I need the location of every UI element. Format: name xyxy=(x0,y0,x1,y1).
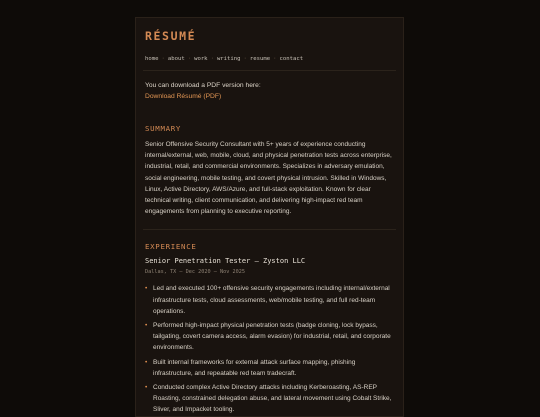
nav-separator: · xyxy=(187,56,192,62)
bullet-text: Built internal frameworks for external attack surface mapping, phishing infrastructure, and repeatable red team tradecraft. xyxy=(153,358,356,377)
experience-heading: EXPERIENCE xyxy=(145,242,197,252)
resume-card xyxy=(135,17,404,417)
job-meta: Dallas, TX — Dec 2020 – Nov 2025 xyxy=(145,269,245,276)
divider xyxy=(143,229,396,230)
divider xyxy=(143,70,396,71)
download-text: You can download a PDF version here: xyxy=(145,82,261,89)
nav-link-home[interactable]: home xyxy=(145,56,159,62)
bullet-text: Performed high-impact physical penetration tests (badge cloning, lock bypass, tailgating, covert camera access, alarm evasion) for industrial, retail, and corporate environments. xyxy=(153,322,391,352)
nav-link-contact[interactable]: contact xyxy=(279,56,304,62)
job-bullets xyxy=(145,283,394,415)
experience-section xyxy=(145,241,394,415)
bullet-icon: • xyxy=(145,384,148,392)
nav-separator: · xyxy=(161,56,165,62)
list-item xyxy=(145,382,394,416)
download-pdf-link[interactable]: Download Résumé (PDF) xyxy=(145,93,222,100)
summary-text: Senior Offensive Security Consultant with 5+ years of experience conducting internal/external, web, mobile, cloud, and physical penetration tests across enterprise, industrial, retail, and commercial environments. Specializes in adversary emulation, social engineering, mobile testing, and covert physical intrusion. Skilled in Windows, Linux, Active Directory, AWS/Azure, and full-stack exploitation. Known for clear technical writing, client communication, and delivering high-impact red team engagements from planning to executive reporting. xyxy=(145,141,392,216)
nav-link-about[interactable]: about xyxy=(167,56,185,62)
nav-separator: · xyxy=(273,56,277,62)
list-item xyxy=(145,357,394,379)
bullet-icon: • xyxy=(145,358,148,366)
bullet-text: Led and executed 100+ offensive security engagements including internal/external infrastructure tests, cloud assessments, web/mobile testing, and full red-team operations. xyxy=(153,285,390,315)
top-nav xyxy=(145,54,394,64)
summary-section xyxy=(145,123,394,217)
bullet-icon: • xyxy=(145,322,148,330)
nav-separator: · xyxy=(243,56,247,62)
nav-separator: · xyxy=(210,56,214,62)
list-item xyxy=(145,283,394,317)
download-block xyxy=(145,80,394,102)
page-title: RÉSUMÉ xyxy=(145,29,197,43)
bullet-text: Conducted complex Active Directory attacks including Kerberoasting, AS-REP Roasting, constrained delegation abuse, and lateral movement using Cobalt Strike, Sliver, and Impacket tooling. xyxy=(153,384,392,414)
nav-link-writing[interactable]: writing xyxy=(216,56,241,62)
summary-heading: SUMMARY xyxy=(145,124,182,133)
nav-link-work[interactable]: work xyxy=(194,56,208,62)
nav-link-resume[interactable]: resume xyxy=(249,56,271,62)
list-item xyxy=(145,320,394,354)
bullet-icon: • xyxy=(145,285,148,293)
job-title: Senior Penetration Tester — Zyston LLC xyxy=(145,257,306,266)
